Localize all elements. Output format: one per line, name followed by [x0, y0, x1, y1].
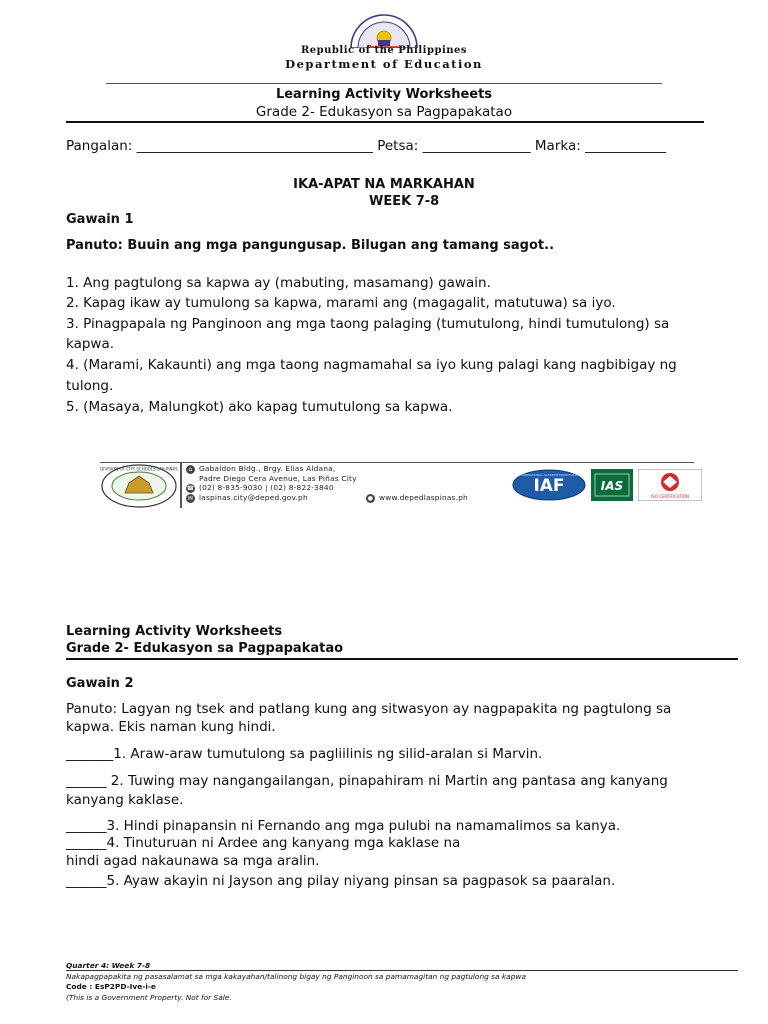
gawain1-line: 2. Kapag ikaw ay tumulong sa kapwa, marami ang (magagalit, matutuwa) sa iyo.: [66, 295, 616, 311]
gawain2-item: ______4. Tinuturuan ni Ardee ang kanyang mga kaklase na: [66, 835, 461, 851]
week-heading: WEEK 7-8: [369, 194, 440, 209]
gawain1-instruction: Panuto: Buuin ang mga pangungusap. Bilugan ang tamang sagot..: [66, 238, 555, 253]
deped-seal-logo: [347, 14, 421, 48]
gawain2-item: ______5. Ayaw akayin ni Jayson ang pilay niyang pinsan sa pagpasok sa paaralan.: [66, 873, 616, 889]
agency-line-republic: Republic of the Philippines: [300, 45, 467, 56]
svg-text:IAS: IAS: [600, 479, 624, 493]
phone-icon: ☎: [186, 484, 195, 492]
gawain1-line: tulong.: [66, 378, 114, 394]
location-icon: ⌂: [186, 465, 195, 474]
worksheet-subtitle: Grade 2- Edukasyon sa Pagpapakatao: [255, 104, 513, 120]
gawain2-instruction: Panuto: Lagyan ng tsek and patlang kung ang sitwasyon ay nagpapakita ng pagtulong sa: [66, 701, 672, 717]
banner-divider: [180, 462, 182, 508]
gawain1-line: 4. (Marami, Kakaunti) ang mga taong nagmamahal sa iyo kung palagi kang nagbibigay ng: [66, 357, 677, 373]
gawain2-item: kanyang kaklase.: [66, 792, 184, 808]
quarter-heading: IKA-APAT NA MARKAHAN: [293, 177, 475, 192]
address-line1: ⌂ Gabaldon Bldg., Brgy. Elias Aldana,: [186, 464, 335, 474]
page2-title: Learning Activity Worksheets: [66, 624, 283, 639]
header-divider: [106, 83, 662, 84]
gawain1-line: 1. Ang pagtulong sa kapwa ay (mabuting, masamang) gawain.: [66, 275, 491, 291]
division-seal-caption: DIVISION OF CITY SCHOOLS LAS PIÑAS: [100, 466, 178, 472]
website-line: ● www.depedlaspinas.ph: [367, 493, 468, 502]
gawain2-item: _______1. Araw-araw tumutulong sa pagliilinis ng silid-aralan si Marvin.: [66, 746, 543, 762]
worksheet-title: Learning Activity Worksheets: [275, 87, 493, 102]
gawain1-line: kapwa.: [66, 336, 115, 352]
date-label: Petsa:: [377, 138, 419, 154]
page2-subtitle: Grade 2- Edukasyon sa Pagpapakatao: [66, 641, 344, 656]
phone-line: ☎ (02) 8-835-9030 | (02) 8-822-3840: [186, 483, 334, 492]
name-blank: ___________________________________: [136, 138, 373, 154]
footer-competency: Nakapagpapakita ng pasasalamat sa mga kakayahan/talinong bigay ng Panginoon sa pamamagitan ng pagtulong sa kapwa: [66, 972, 526, 981]
email-line: ✉ laspinas.city@deped.gov.ph: [187, 493, 308, 502]
svg-text:ISO CERTIFICATION: ISO CERTIFICATION: [650, 494, 690, 499]
division-seal-logo: [100, 463, 178, 509]
email-icon: ✉: [187, 494, 194, 502]
subtitle-underline: [66, 121, 704, 123]
gawain2-title: Gawain 2: [66, 676, 134, 691]
gawain2-item: ______ 2. Tuwing may nangangailangan, pinapahiram ni Martin ang pantasa ang kanyang: [66, 773, 668, 789]
footer-rule: [66, 970, 738, 971]
globe-icon: ●: [367, 494, 374, 502]
footer-banner: [98, 460, 704, 510]
gawain2-item: hindi agad nakaunawa sa mga aralin.: [66, 853, 320, 869]
svg-text:INTERNATIONAL ACCREDITATION FO: INTERNATIONAL ACCREDITATION FORUM: [518, 473, 580, 477]
score-label: Marka:: [534, 138, 581, 154]
footer-notice: (This is a Government Property. Not for Sale.: [66, 993, 232, 1002]
score-blank: ____________: [585, 138, 667, 154]
date-blank: ________________: [422, 138, 531, 154]
gawain1-title: Gawain 1: [66, 212, 134, 227]
gawain1-line: 5. (Masaya, Malungkot) ako kapag tumutulong sa kapwa.: [66, 399, 453, 415]
gawain2-item: ______3. Hindi pinapansin ni Fernando ang mga pulubi na namamalimos sa kanya.: [66, 818, 621, 834]
student-info-row: [66, 138, 666, 154]
iaf-logo: [512, 469, 586, 501]
gawain2-instruction: kapwa. Ekis naman kung hindi.: [66, 719, 276, 735]
address-line2: Padre Diego Cera Avenue, Las Piñas City: [199, 474, 357, 483]
name-label: Pangalan:: [66, 138, 133, 154]
gawain1-line: 3. Pinagpapala ng Panginoon ang mga taong palaging (tumutulong, hindi tumutulong) sa: [66, 316, 670, 332]
footer-quarter: Quarter 4: Week 7-8: [66, 961, 151, 970]
agency-line-department: Department of Education: [285, 57, 483, 71]
footer-code: Code : EsP2PD-Ive-i-e: [66, 982, 156, 991]
svg-text:IAF: IAF: [533, 476, 565, 496]
iso-certification-logo: [638, 469, 702, 501]
page2-subtitle-underline: [66, 658, 738, 660]
ias-logo: [591, 469, 633, 501]
